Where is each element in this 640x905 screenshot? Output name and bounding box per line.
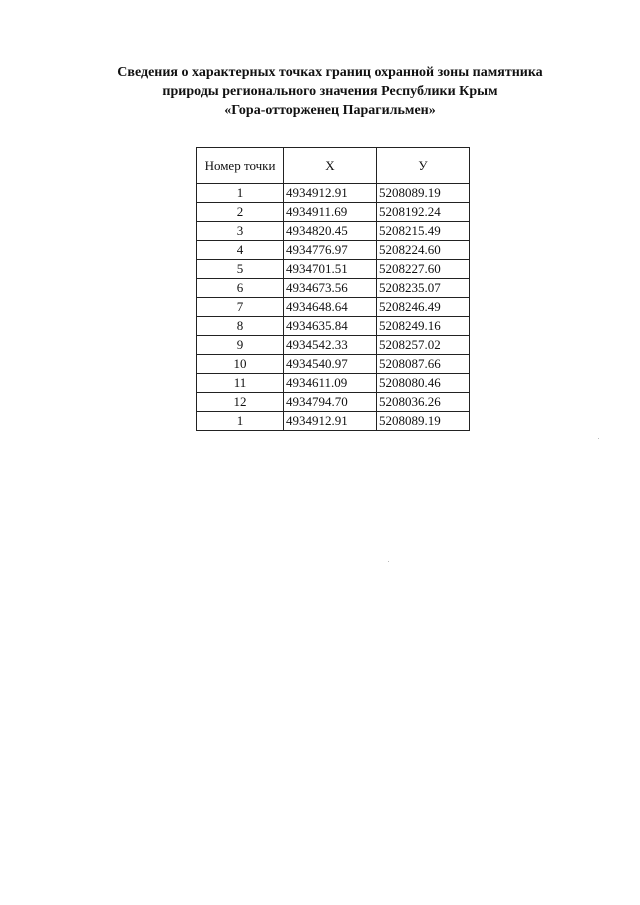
- table-row: [197, 317, 470, 336]
- cell-point-number: 1: [197, 184, 284, 203]
- header-x: X: [284, 148, 377, 184]
- cell-point-number: 4: [197, 241, 284, 260]
- table-row: [197, 184, 470, 203]
- cell-x: 4934542.33: [284, 336, 377, 355]
- cell-point-number: 7: [197, 298, 284, 317]
- cell-point-number: 12: [197, 393, 284, 412]
- cell-point-number: 5: [197, 260, 284, 279]
- cell-y: 5208089.19: [377, 184, 470, 203]
- table-body: [197, 184, 470, 431]
- header-point-number: Номер точки: [197, 148, 284, 184]
- cell-x: 4934635.84: [284, 317, 377, 336]
- table-row: [197, 241, 470, 260]
- table-row: [197, 203, 470, 222]
- title-line-1: Сведения о характерных точках границ охранной зоны памятника: [117, 65, 543, 80]
- cell-x: 4934611.09: [284, 374, 377, 393]
- cell-y: 5208227.60: [377, 260, 470, 279]
- cell-x: 4934912.91: [284, 184, 377, 203]
- table-row: [197, 355, 470, 374]
- cell-point-number: 9: [197, 336, 284, 355]
- cell-x: 4934912.91: [284, 412, 377, 431]
- table-row: [197, 336, 470, 355]
- cell-point-number: 8: [197, 317, 284, 336]
- table-row: [197, 393, 470, 412]
- table-row: [197, 222, 470, 241]
- table-row: [197, 412, 470, 431]
- cell-x: 4934820.45: [284, 222, 377, 241]
- cell-point-number: 11: [197, 374, 284, 393]
- scan-speck: [388, 561, 389, 562]
- cell-x: 4934673.56: [284, 279, 377, 298]
- cell-y: 5208036.26: [377, 393, 470, 412]
- coordinates-table: [196, 147, 470, 431]
- cell-y: 5208089.19: [377, 412, 470, 431]
- cell-y: 5208087.66: [377, 355, 470, 374]
- cell-y: 5208215.49: [377, 222, 470, 241]
- cell-x: 4934794.70: [284, 393, 377, 412]
- cell-y: 5208249.16: [377, 317, 470, 336]
- table-row: [197, 298, 470, 317]
- cell-point-number: 10: [197, 355, 284, 374]
- table-row: [197, 279, 470, 298]
- cell-x: 4934540.97: [284, 355, 377, 374]
- cell-x: 4934776.97: [284, 241, 377, 260]
- cell-y: 5208257.02: [377, 336, 470, 355]
- cell-y: 5208080.46: [377, 374, 470, 393]
- document-title: [40, 63, 620, 120]
- cell-x: 4934648.64: [284, 298, 377, 317]
- cell-point-number: 1: [197, 412, 284, 431]
- title-line-3: «Гора-отторженец Парагильмен»: [224, 103, 436, 118]
- title-line-2: природы регионального значения Республики Крым: [162, 84, 498, 99]
- cell-point-number: 6: [197, 279, 284, 298]
- cell-point-number: 3: [197, 222, 284, 241]
- cell-x: 4934701.51: [284, 260, 377, 279]
- cell-y: 5208246.49: [377, 298, 470, 317]
- table-row: [197, 260, 470, 279]
- cell-point-number: 2: [197, 203, 284, 222]
- table-header-row: [197, 148, 470, 184]
- header-y: У: [377, 148, 470, 184]
- scan-speck: [598, 438, 599, 439]
- cell-y: 5208224.60: [377, 241, 470, 260]
- cell-x: 4934911.69: [284, 203, 377, 222]
- cell-y: 5208192.24: [377, 203, 470, 222]
- cell-y: 5208235.07: [377, 279, 470, 298]
- table-row: [197, 374, 470, 393]
